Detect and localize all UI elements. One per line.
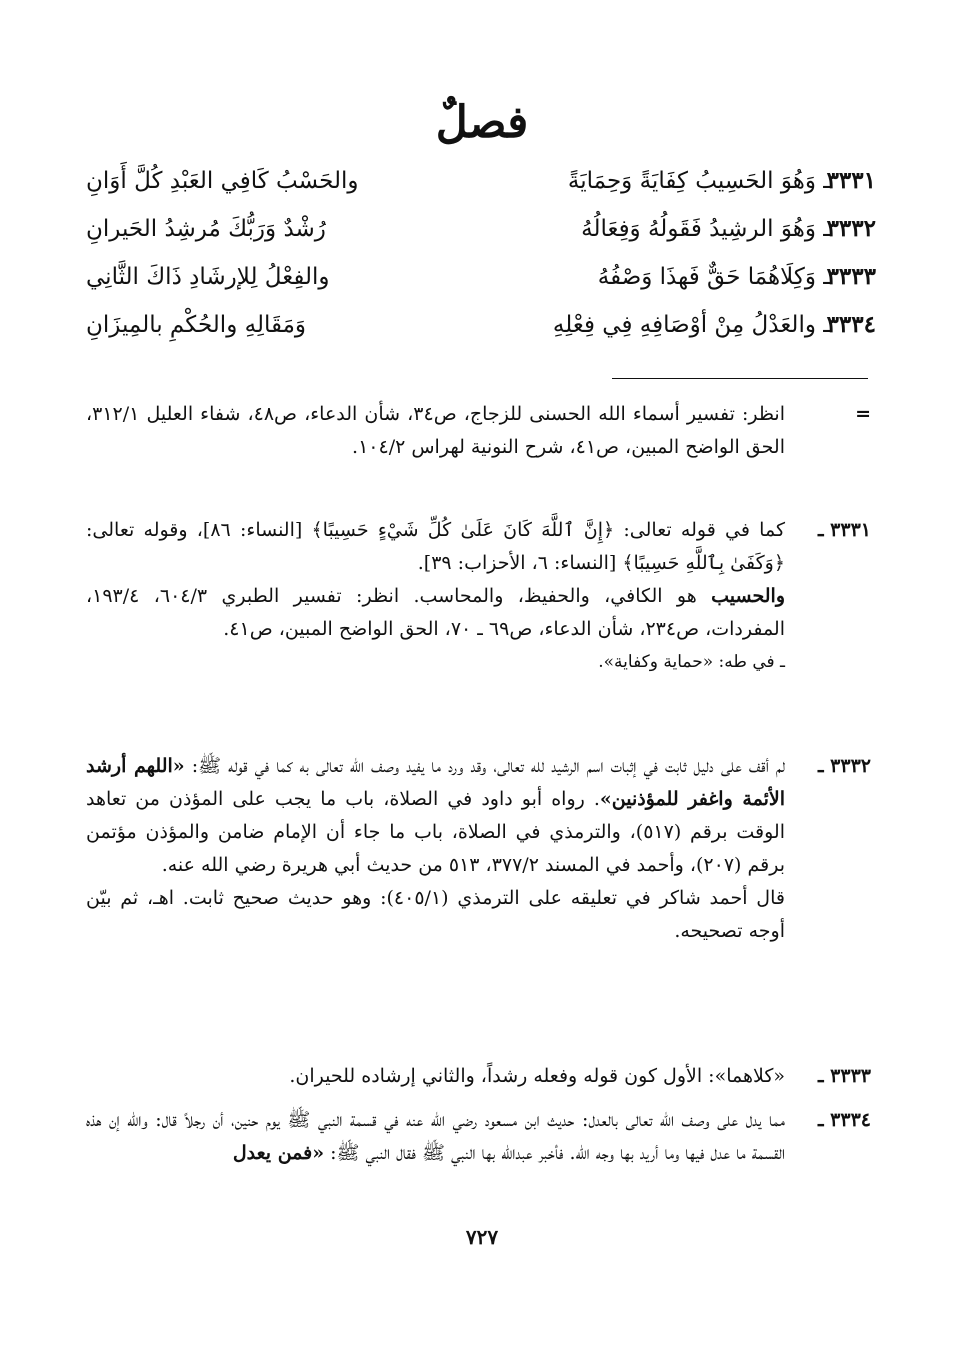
- verse-line: [86, 302, 876, 348]
- verse-first-hemistich: ـ والعَدْلُ مِنْ أوْصَافِهِ فِي فِعْلِهِ: [552, 312, 830, 338]
- verse-number: ٣٣٣١: [826, 167, 876, 194]
- verse-first-hemistich: ـ وَهُوَ الرشِيدُ فَقَولُهُ وَفِعَالُهُ: [581, 216, 830, 242]
- verse-number: ٣٣٣٣: [826, 263, 876, 290]
- footnote-text: [86, 750, 785, 882]
- footnote-3331: [86, 514, 871, 679]
- footnote-text: [86, 580, 785, 646]
- page-number: ٧٢٧: [465, 1225, 499, 1249]
- verse-second-hemistich: وَمَقَالِهِ والحُكْمِ بالمِيزَانِ: [86, 312, 307, 338]
- footnote-text-run: هو الكافي، والحفيظ، والمحاسب. انظر: تفسير الطبري ٦٠٤/٣، ١٩٣/٤، المفردات، ص٢٣٤، شأن الدعاء، ص٦٩ ـ ٧٠، الحق الواضح المبين، ص٤١.: [86, 585, 785, 640]
- footnote-text: [86, 1104, 785, 1170]
- verse-second-hemistich: رُشْدٌ وَرَبُّكَ مُرشِدُ الحَيرانِ: [86, 216, 326, 242]
- footnote-text-run: . رواه أبو داود في الصلاة، باب ما يجب على المؤذن من تعاهد الوقت برقم (٥١٧)، والترمذي في الصلاة، باب ما جاء أن الإمام ضامن والمؤذن مؤتمن برقم (٢٠٧)، وأحمد في المسند ٣٧٧/٢، ٥١٣ من حديث أبي هريرة رضي الله عنه.: [86, 788, 785, 876]
- footnote-bold-term: والحسيب: [711, 585, 785, 607]
- verse-second-hemistich: والحَسْبُ كَافِي العَبْدِ كُلَّ أَوَانِ: [86, 168, 359, 194]
- footnote-label: ٣٣٣١ ـ: [817, 519, 871, 541]
- footnote-hadith-quote: «اللهم أرشد الأئمة واغفر للمؤذنين»: [86, 755, 785, 810]
- footnote-separator: [612, 378, 868, 379]
- footnote-3334: [86, 1104, 871, 1170]
- footnote-3332: [86, 750, 871, 948]
- footnote-text: انظر: تفسير أسماء الله الحسنى للزجاج، ص٣٤، شأن الدعاء، ص٤٨، شفاء العليل ٣١٢/١، الحق الواضح المبين، ص٤١، شرح النونية لهراس ١٠٤/٢.: [86, 403, 785, 458]
- footnote-label: ٣٣٣٣ ـ: [817, 1065, 871, 1087]
- verse-line: [86, 254, 876, 300]
- footnote-continuation: [86, 398, 871, 464]
- footnote-hadith-quote: «فمن يعدل: [232, 1142, 325, 1164]
- footnote-3333: [86, 1060, 871, 1093]
- footnote-text: كما في قوله تعالى: ﴿إِنَّ ٱللَّهَ كَانَ عَلَىٰ كُلِّ شَيْءٍ حَسِيبًا﴾ [النساء: ٨٦]، وقوله تعالى: ﴿وَكَفَىٰ بِٱللَّهِ حَسِيبًا﴾ [النساء: ٦، الأحزاب: ٣٩].: [86, 519, 785, 574]
- verse-number: ٣٣٣٢: [826, 215, 876, 242]
- verse-number: ٣٣٣٤: [826, 311, 876, 338]
- verse-first-hemistich: ـ وَهُوَ الحَسِيبُ كِفَايَةً وَحِمَايَةً: [567, 168, 830, 194]
- footnote-variant-note: ـ في طه: «حماية وكفاية».: [598, 652, 785, 672]
- footnote-label: ٣٣٣٢ ـ: [817, 755, 871, 777]
- footnote-text-run: مما يدل على وصف الله تعالى بالعدل: حديث ابن مسعود رضي الله عنه في قسمة النبي ﷺ يوم حنين، أن رجلاً قال: والله إن هذه القسمة ما عدل فيها وما أريد بها وجه الله. فأخبر عبدالله بها النبي ﷺ فقال النبي ﷺ:: [86, 1109, 785, 1164]
- footnote-label: ٣٣٣٤ ـ: [817, 1109, 871, 1131]
- verse-line: [86, 158, 876, 204]
- footnote-text: قال أحمد شاكر في تعليقه على الترمذي (٤٠٥/١): وهو حديث صحيح ثابت. اهـ، ثم بيّن أوجه تصحيحه.: [86, 887, 785, 942]
- footnote-text-run: لم أقف على دليل ثابت في إثبات اسم الرشيد لله تعالى، وقد ورد ما يفيد وصف الله تعالى به كما في قوله ﷺ:: [184, 755, 785, 777]
- verse-line: [86, 206, 876, 252]
- section-heading: فصلٌ: [435, 97, 529, 148]
- footnote-label: =: [855, 403, 871, 425]
- footnote-text: «كلاهما»: الأول كون قوله وفعله رشداً، والثاني إرشاده للحيران.: [289, 1065, 785, 1087]
- verse-first-hemistich: ـ وَكِلَاهُمَا حَقٌّ فَهذَا وَصْفُهُ: [597, 264, 830, 290]
- verse-second-hemistich: والفِعْلُ لِلإرشَادِ ذَاكَ الثَّانِي: [86, 264, 330, 290]
